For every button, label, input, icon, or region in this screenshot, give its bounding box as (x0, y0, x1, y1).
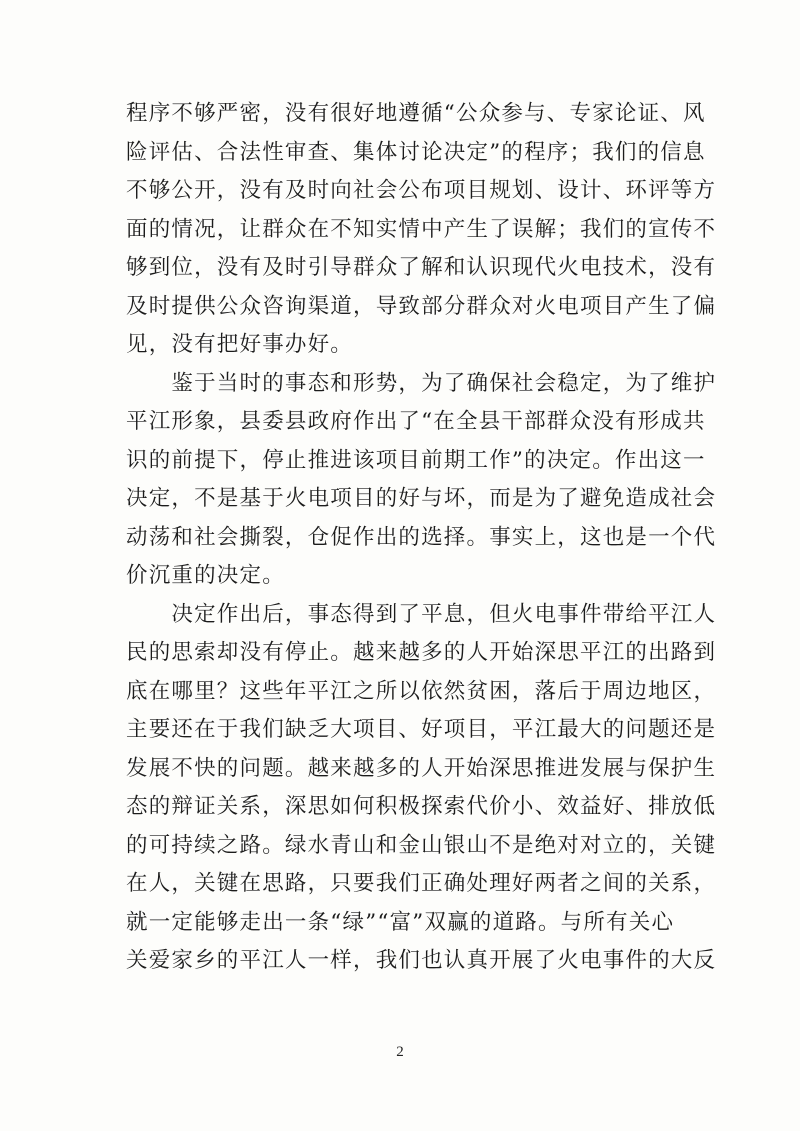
page-number: 2 (396, 1044, 404, 1060)
text-line: 不够公开，没有及时向社会公布项目规划、设计、环评等方 (126, 178, 717, 203)
text-line: 鉴于当时的事态和形势，为了确保社会稳定，为了维护 (126, 370, 717, 396)
text-line: 平江形象，县委县政府作出了“在全县干部群众没有形成共 (126, 409, 706, 434)
text-line: 底在哪里？这些年平江之所以依然贫困，落后于周边地区， (126, 678, 717, 704)
text-line: 关爱家乡的平江人一样，我们也认真开展了火电事件的大反 (126, 948, 717, 973)
text-line: 主要还在于我们缺乏大项目、好项目，平江最大的问题还是 (126, 717, 717, 742)
text-line: 发展不快的问题。越来越多的人开始深思推进发展与保护生 (126, 755, 717, 781)
text-line: 够到位，没有及时引导群众了解和认识现代火电技术，没有 (126, 255, 717, 280)
text-line: 程序不够严密，没有很好地遵循“公众参与、专家论证、风 (126, 101, 706, 126)
text-line: 就一定能够走出一条“绿”“富”双赢的道路。与所有关心 (126, 909, 675, 935)
text-line: 民的思索却没有停止。越来越多的人开始深思平江的出路到 (126, 640, 717, 665)
text-line: 面的情况，让群众在不知实情中产生了误解；我们的宣传不 (126, 216, 717, 242)
text-line: 决定，不是基于火电项目的好与坏，而是为了避免造成社会 (126, 486, 717, 511)
text-line: 险评估、合法性审查、集体讨论决定”的程序；我们的信息 (126, 139, 706, 165)
body-text (126, 95, 717, 981)
text-line: 及时提供公众咨询渠道，导致部分群众对火电项目产生了偏 (126, 293, 717, 319)
text-line: 识的前提下，停止推进该项目前期工作”的决定。作出这一 (126, 447, 706, 473)
text-line: 态的辩证关系，深思如何积极探索代价小、效益好、排放低 (126, 794, 717, 819)
text-line: 在人，关键在思路，只要我们正确处理好两者之间的关系， (126, 871, 717, 896)
text-line: 动荡和社会撕裂，仓促作出的选择。事实上，这也是一个代 (126, 524, 717, 550)
text-line: 价沉重的决定。 (126, 563, 285, 588)
text-line: 见，没有把好事办好。 (126, 332, 354, 357)
text-line: 决定作出后，事态得到了平息，但火电事件带给平江人 (126, 601, 717, 627)
text-line: 的可持续之路。绿水青山和金山银山不是绝对对立的，关键 (126, 832, 717, 858)
